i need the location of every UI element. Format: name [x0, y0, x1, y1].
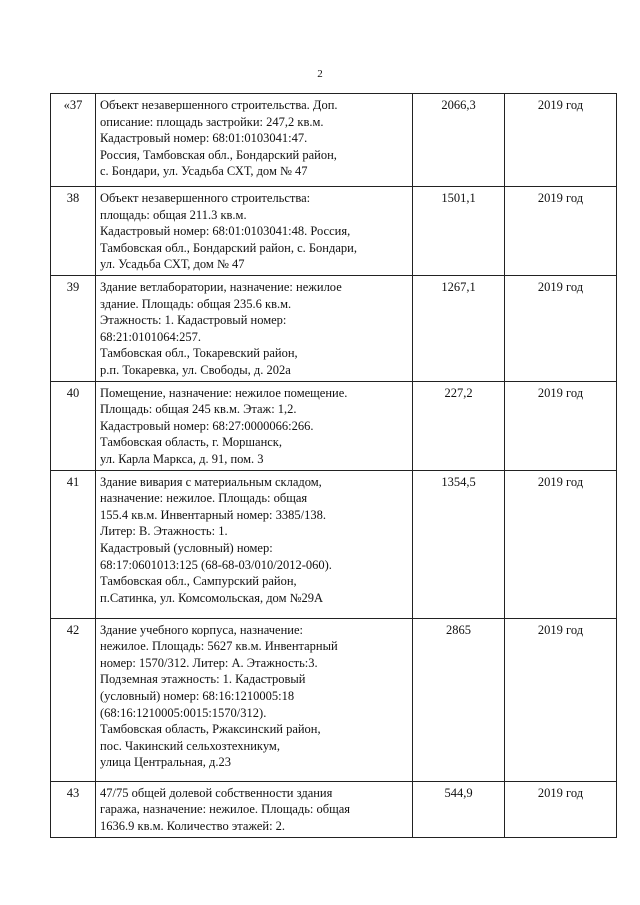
description-line: здание. Площадь: общая 235.6 кв.м.	[100, 296, 292, 311]
table-row	[51, 275, 617, 381]
property-description-cell	[96, 618, 413, 781]
description-line: 155.4 кв.м. Инвентарный номер: 3385/138.	[100, 507, 326, 522]
description-line: Объект незавершенного строительства. Доп.	[100, 98, 338, 112]
table-row	[51, 781, 617, 837]
description-line: назначение: нежилое. Площадь: общая	[100, 491, 308, 506]
description-line: Кадастровый номер: 68:27:0000066:266.	[100, 418, 314, 433]
year-cell: 2019 год	[505, 381, 617, 470]
table-row	[51, 381, 617, 470]
row-number-cell: 41	[51, 470, 96, 618]
property-description-cell	[96, 275, 413, 381]
description-line: гаража, назначение: нежилое. Площадь: общая	[100, 802, 351, 817]
table-row	[51, 94, 617, 187]
property-description-cell	[96, 381, 413, 470]
area-value-cell: 1267,1	[413, 275, 505, 381]
property-table	[50, 93, 617, 838]
year-cell: 2019 год	[505, 470, 617, 618]
table-row	[51, 187, 617, 276]
description-line: пос. Чакинский сельхозтехникум,	[100, 738, 280, 753]
row-number-cell: 42	[51, 618, 96, 781]
description-line: нежилое. Площадь: 5627 кв.м. Инвентарный	[100, 639, 338, 654]
property-description-cell	[96, 781, 413, 837]
description-line: Этажность: 1. Кадастровый номер:	[100, 313, 287, 328]
description-line: 47/75 общей долевой собственности здания	[100, 785, 333, 800]
description-line: Литер: В. Этажность: 1.	[100, 524, 228, 539]
description-line: Объект незавершенного строительства:	[100, 191, 311, 205]
row-number-cell: «37	[51, 94, 96, 187]
row-number-cell: 40	[51, 381, 96, 470]
property-description-cell	[96, 187, 413, 276]
description-line: 1636.9 кв.м. Количество этажей: 2.	[100, 818, 286, 833]
year-cell: 2019 год	[505, 275, 617, 381]
description-line: с. Бондари, ул. Усадьба СХТ, дом № 47	[100, 164, 308, 179]
area-value-cell: 1501,1	[413, 187, 505, 276]
description-line: Тамбовская область, Ржаксинский район,	[100, 722, 321, 737]
description-line: Тамбовская обл., Сампурский район,	[100, 574, 297, 589]
area-value-cell: 2865	[413, 618, 505, 781]
description-line: описание: площадь застройки: 247,2 кв.м.	[100, 114, 324, 129]
description-line: Подземная этажность: 1. Кадастровый	[100, 672, 306, 687]
area-value-cell: 1354,5	[413, 470, 505, 618]
year-cell: 2019 год	[505, 618, 617, 781]
description-line: п.Сатинка, ул. Комсомольская, дом №29А	[100, 590, 324, 605]
description-line: Россия, Тамбовская обл., Бондарский район,	[100, 147, 337, 162]
description-line: 68:21:0101064:257.	[100, 329, 202, 344]
description-line: номер: 1570/312. Литер: А. Этажность:3.	[100, 655, 318, 670]
area-value-cell: 544,9	[413, 781, 505, 837]
description-line: Тамбовская область, г. Моршанск,	[100, 435, 283, 450]
description-line: Здание вивария с материальным складом,	[100, 474, 322, 489]
description-line: Тамбовская обл., Токаревский район,	[100, 346, 298, 361]
row-number-cell: 39	[51, 275, 96, 381]
description-line: Тамбовская обл., Бондарский район, с. Бондари,	[100, 240, 357, 255]
year-cell: 2019 год	[505, 187, 617, 276]
description-line: Площадь: общая 245 кв.м. Этаж: 1,2.	[100, 402, 297, 417]
property-description-cell	[96, 94, 413, 187]
page-number: 2	[317, 68, 323, 80]
description-line: Кадастровый (условный) номер:	[100, 540, 273, 555]
description-line: Кадастровый номер: 68:01:0103041:48. Россия,	[100, 224, 351, 239]
description-line: Помещение, назначение: нежилое помещение.	[100, 385, 348, 400]
description-line: улица Центральная, д.23	[100, 755, 231, 770]
description-line: ул. Карла Маркса, д. 91, пом. 3	[100, 451, 264, 466]
description-line: Кадастровый номер: 68:01:0103041:47.	[100, 131, 308, 146]
area-value-cell: 227,2	[413, 381, 505, 470]
year-cell: 2019 год	[505, 94, 617, 187]
year-cell: 2019 год	[505, 781, 617, 837]
description-line: Здание учебного корпуса, назначение:	[100, 622, 304, 637]
property-table-body	[51, 94, 617, 838]
description-line: (условный) номер: 68:16:1210005:18	[100, 688, 295, 703]
table-row	[51, 470, 617, 618]
description-line: ул. Усадьба СХТ, дом № 47	[100, 257, 245, 272]
description-line: Здание ветлаборатории, назначение: нежилое	[100, 279, 342, 294]
description-line: площадь: общая 211.3 кв.м.	[100, 207, 247, 222]
area-value-cell: 2066,3	[413, 94, 505, 187]
row-number-cell: 43	[51, 781, 96, 837]
property-description-cell	[96, 470, 413, 618]
table-row	[51, 618, 617, 781]
description-line: (68:16:1210005:0015:1570/312).	[100, 705, 267, 720]
description-line: 68:17:0601013:125 (68-68-03/010/2012-060).	[100, 557, 332, 572]
description-line: р.п. Токаревка, ул. Свободы, д. 202а	[100, 362, 291, 377]
row-number-cell: 38	[51, 187, 96, 276]
